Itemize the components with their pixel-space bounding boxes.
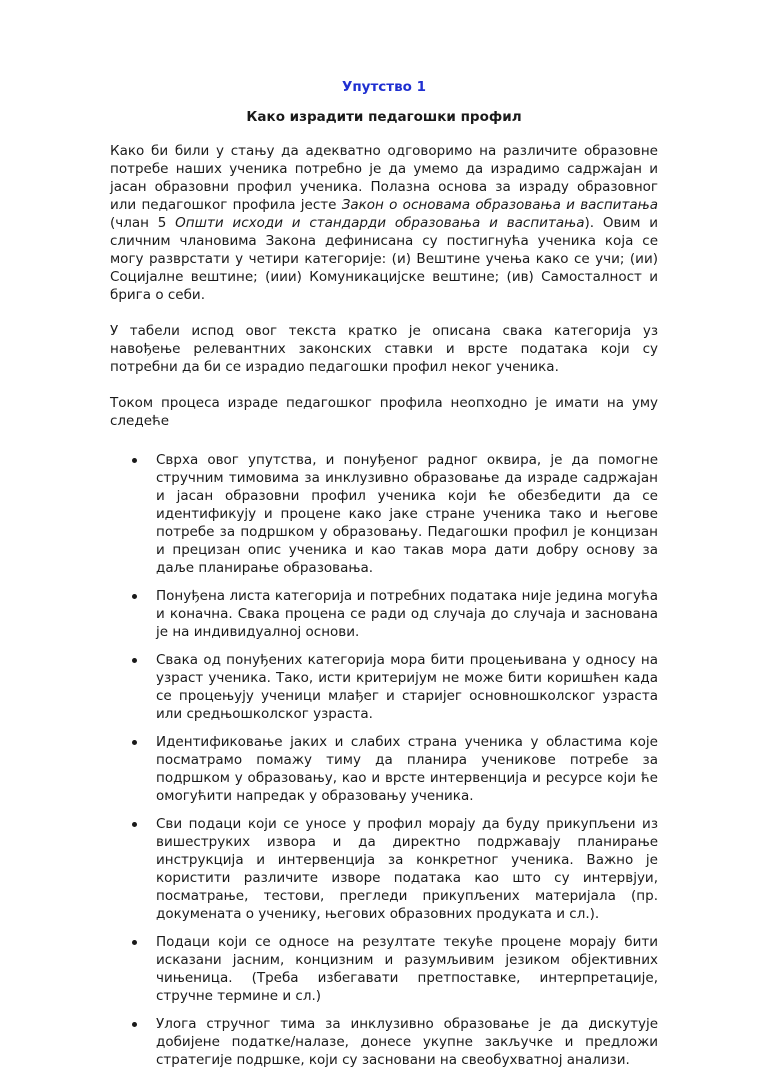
list-item-text: Сврха овог упутства, и понуђеног радног оквира, је да помогне стручним тимовима за инклузивно образовање да израде садржајан и јасан образовни профил ученика који ће обезбедити да се идентификују и процене како јаке стране ученика тако и његове потребе за подршком у образовању. Педагошки профил је концизан и прецизан опис ученика и као такав мора дати добру основу за даље планирање образовања. — [156, 452, 658, 576]
bullet-icon — [132, 458, 137, 463]
document-page — [110, 78, 658, 1079]
list-item — [110, 933, 658, 1005]
guidelines-list — [110, 451, 658, 1069]
list-item — [110, 587, 658, 641]
document-title: Упутство 1 — [341, 79, 427, 95]
bullet-icon — [132, 658, 137, 663]
list-item-text: Свака од понуђених категорија мора бити процењивана у односу на узраст ученика. Тако, исти критеријум не може бити коришћен када се процењују ученици млађег и старијег основношколског узраста или средњошколског узраста. — [156, 652, 658, 722]
list-item — [110, 733, 658, 805]
document-subtitle: Како израдити педагошки профил — [246, 109, 522, 125]
list-item — [110, 651, 658, 723]
list-item — [110, 451, 658, 577]
table-note-paragraph: У табели испод овог текста кратко је описана свака категорија уз навођење релевантних законских ставки и врсте података који су потребни да би се израдио педагошки профил неког ученика. — [110, 323, 658, 375]
bullet-icon — [132, 822, 137, 827]
list-item — [110, 815, 658, 923]
list-item-text: Подаци који се односе на резултате текуће процене морају бити исказани јасним, концизним и разумљивим језиком објективних чињеница. (Треба избегавати претпоставке, интерпретације, стручне термине и сл.) — [156, 934, 658, 1004]
intro-text-2: (члан 5 — [110, 215, 176, 231]
bullet-icon — [132, 1022, 137, 1027]
intro-text-1: Како би били у стању да адекватно одговоримо на различите образовне потребе наших ученика потребно је да умемо да израдимо садржајан и јасан образовни профил ученика. Полазна основа за израду образовног или педагошког профила јесте — [110, 143, 658, 213]
list-item-text: Улога стручног тима за инклузивно образовање је да дискутује добијене податке/налазе, донесе укупне закључке и предложи стратегије подршке, који су засновани на свеобухватној анализи. — [156, 1016, 658, 1068]
list-item — [110, 1015, 658, 1069]
bullet-icon — [132, 740, 137, 745]
outcomes-title: Општи исходи и стандарди образовања и васпитања — [175, 215, 585, 231]
intro-paragraph — [110, 142, 658, 304]
bullet-icon — [132, 594, 137, 599]
list-item-text: Понуђена листа категорија и потребних података није једина могућа и коначна. Свака процена се ради од случаја до случаја и заснована је на индивидуалној основи. — [156, 588, 658, 640]
lead-in-paragraph: Током процеса израде педагошког профила неопходно је имати на уму следеће — [110, 395, 658, 429]
intro-text-3: ). Овим и сличним члановима Закона дефинисана су постигнућа ученика која се могу разврстати у четири категорије: (и) Вештине учења како се учи; (ии) Социјалне вештине; (иии) Комуникацијске вештине; (ив) Самосталност и брига о себи. — [110, 215, 658, 303]
list-item-text: Идентификовање јаких и слабих страна ученика у областима које посматрамо помажу тиму да планира ученикове потребе за подршком у образовању, као и врсте интервенција и ресурсе који ће омогућити напредак у образовању ученика. — [156, 734, 658, 804]
list-item-text: Сви подаци који се уносе у профил морају да буду прикупљени из вишеструких извора и да директно подржавају планирање инструкција и интервенција за конкретног ученика. Важно је користити различите изворе података као што су интервјуи, посматрање, тестови, прегледи прикупљених материјала (пр. докумената о ученику, његових образовних продуката и сл.). — [156, 816, 658, 922]
law-title: Закон о основама образовања и васпитања — [341, 197, 658, 213]
bullet-icon — [132, 940, 137, 945]
